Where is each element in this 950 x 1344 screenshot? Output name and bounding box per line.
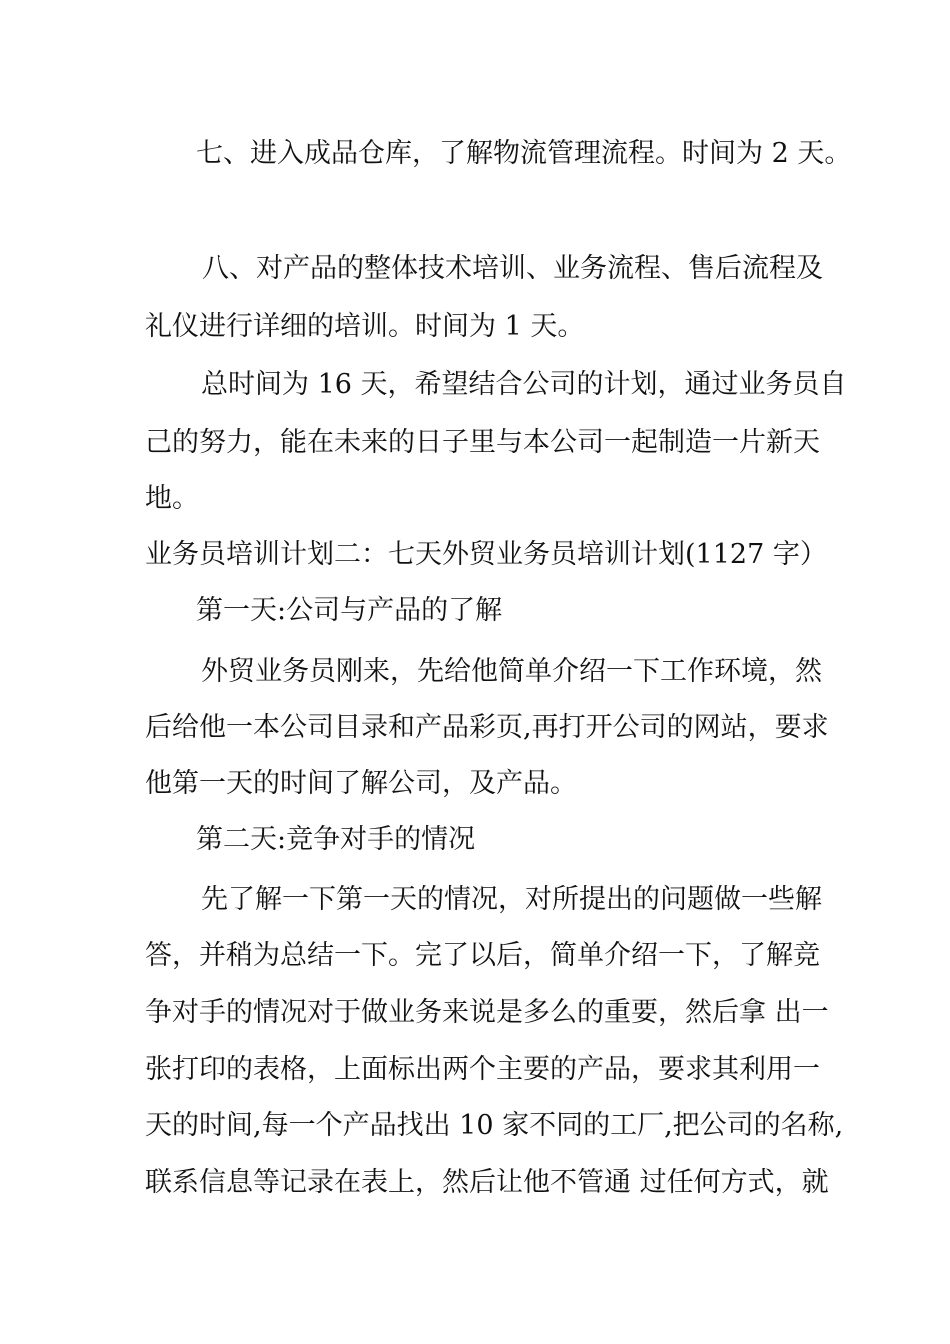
paragraph-line: 天的时间,每一个产品找出 10 家不同的工厂,把公司的名称, <box>145 1110 844 1141</box>
paragraph-line: 他第一天的时间了解公司，及产品。 <box>145 768 577 799</box>
paragraph-line: 七、进入成品仓库，了解物流管理流程。时间为 2 天。 <box>196 138 852 169</box>
paragraph-line: 礼仪进行详细的培训。时间为 1 天。 <box>145 311 585 342</box>
day-heading: 第一天:公司与产品的了解 <box>196 595 503 626</box>
paragraph-line: 地。 <box>145 483 199 514</box>
paragraph-line: 总时间为 16 天，希望结合公司的计划，通过业务员自 <box>201 369 847 400</box>
paragraph-line: 答，并稍为总结一下。完了以后，简单介绍一下，了解竞 <box>145 940 820 971</box>
paragraph-line: 后给他一本公司目录和产品彩页,再打开公司的网站，要求 <box>145 712 829 743</box>
paragraph-line: 外贸业务员刚来，先给他简单介绍一下工作环境，然 <box>201 656 822 687</box>
day-heading: 第二天:竞争对手的情况 <box>196 824 476 855</box>
paragraph-line: 八、对产品的整体技术培训、业务流程、售后流程及 <box>202 253 823 284</box>
paragraph-line: 张打印的表格，上面标出两个主要的产品，要求其利用一 <box>145 1054 820 1085</box>
paragraph-line: 联系信息等记录在表上，然后让他不管通 过任何方式，就 <box>145 1167 829 1198</box>
paragraph-line: 先了解一下第一天的情况，对所提出的问题做一些解 <box>201 884 822 915</box>
paragraph-line: 争对手的情况对于做业务来说是多么的重要，然后拿 出一 <box>145 997 829 1028</box>
paragraph-line: 己的努力，能在未来的日子里与本公司一起制造一片新天 <box>145 427 820 458</box>
section-heading: 业务员培训计划二：七天外贸业务员培训计划(1127 字） <box>145 539 827 570</box>
